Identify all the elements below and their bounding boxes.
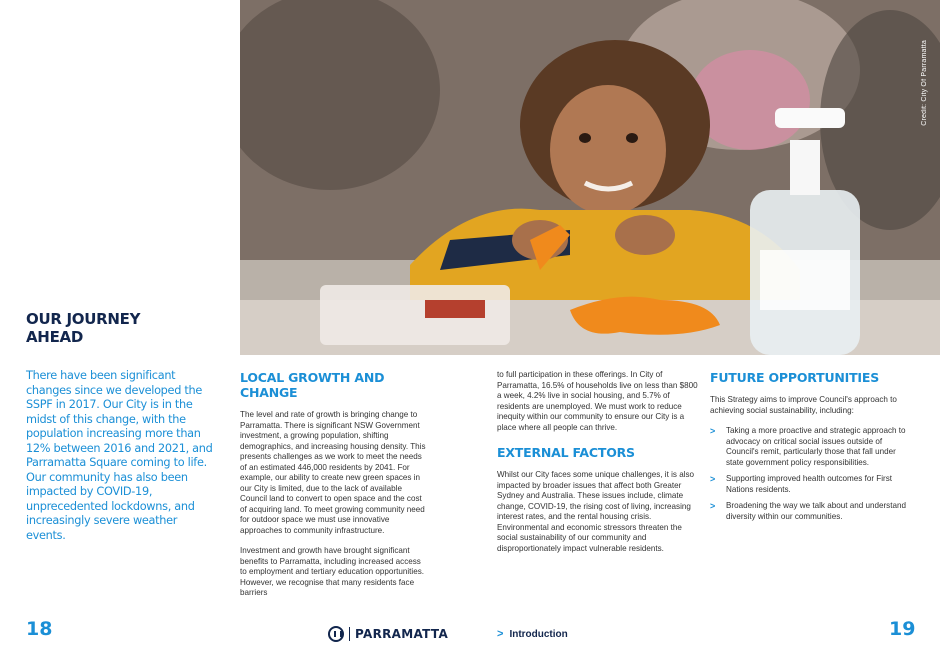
opportunities-list	[710, 426, 915, 522]
future-section	[710, 370, 915, 528]
growth-section	[240, 370, 426, 609]
chevron-right-icon: >	[497, 628, 504, 640]
parramatta-logo	[328, 624, 448, 644]
child-at-table-illustration	[240, 0, 940, 355]
photo-credit: Credit: City Of Parramatta	[921, 40, 928, 126]
list-item: > Taking a more proactive and strategic approach to advocacy on critical social issues outside of Council's remit, particularly those that fall under state government policy responsibilities.	[710, 426, 906, 467]
section-label: Introduction	[509, 628, 568, 640]
page-title	[26, 310, 206, 346]
list-item: > Supporting improved health outcomes for First Nations residents.	[710, 474, 893, 494]
growth-paragraph-2: Investment and growth have brought significant benefits to Parramatta, including increased access to employment and tertiary education opportunities. However, we recognise that many residents face barriers	[240, 546, 425, 597]
chevron-right-icon: >	[710, 501, 716, 511]
logo-text: PARRAMATTA	[355, 627, 449, 641]
hero-photo	[240, 0, 940, 355]
chevron-right-icon: >	[710, 426, 716, 436]
chevron-right-icon: >	[710, 474, 716, 484]
page-title-line2: AHEAD	[26, 328, 83, 346]
page-number-right: 19	[889, 618, 916, 640]
page-title-line1: OUR JOURNEY	[26, 310, 141, 328]
page-number-left: 18	[26, 618, 53, 640]
external-section	[497, 370, 699, 564]
growth-heading: LOCAL GROWTH AND CHANGE	[240, 370, 385, 400]
list-item: > Broadening the way we talk about and understand diversity within our communities.	[710, 501, 906, 521]
section-link[interactable]	[497, 628, 568, 640]
continuation-paragraph: to full participation in these offerings. In City of Parramatta, 16.5% of households live on less than $800 a week, 4.2% live in social housing, and 5.7% of residents are unemployed. We must work to reduce inequity within our community to ensure our City is a place where all people can thrive.	[497, 370, 698, 432]
council-seal-icon	[328, 626, 344, 642]
external-paragraph: Whilst our City faces some unique challenges, it is also impacted by broader issues that affect both Greater Sydney and Australia. These issues include, climate change, COVID-19, the rising cost of living, increasing interest rates, and the rental housing crisis. Environmental and economic stressors threaten the social sustainability of our community and disproportionately impact vulnerable residents.	[497, 470, 695, 553]
external-heading: EXTERNAL FACTORS	[497, 445, 635, 460]
future-heading: FUTURE OPPORTUNITIES	[710, 370, 880, 385]
growth-paragraph-1: The level and rate of growth is bringing change to Parramatta. There is significant NSW Government investment, a growing population, shifting demographics, and increasing housing density. This presents challenges as we work to meet the needs of an estimated 446,000 residents by 2041. For example, our ability to create new green spaces in our City is limited, due to the lack of available Council land to convert to open space and the cost of acquiring land. To meet growing community need for outdoor space we must use innovative approaches to community infrastructure.	[240, 410, 426, 535]
intro-text: There have been significant changes since we developed the SSPF in 2017. Our City is in the midst of this change, with the population increasing more than 12% between 2016 and 2021, and Parramatta Square coming to life. Our community has also been impacted by COVID-19, unprecedented lockdowns, and increasingly severe weather events.	[26, 369, 213, 542]
logo-divider	[349, 627, 350, 641]
future-intro: This Strategy aims to improve Council's approach to achieving social sustainability, including:	[710, 395, 897, 415]
